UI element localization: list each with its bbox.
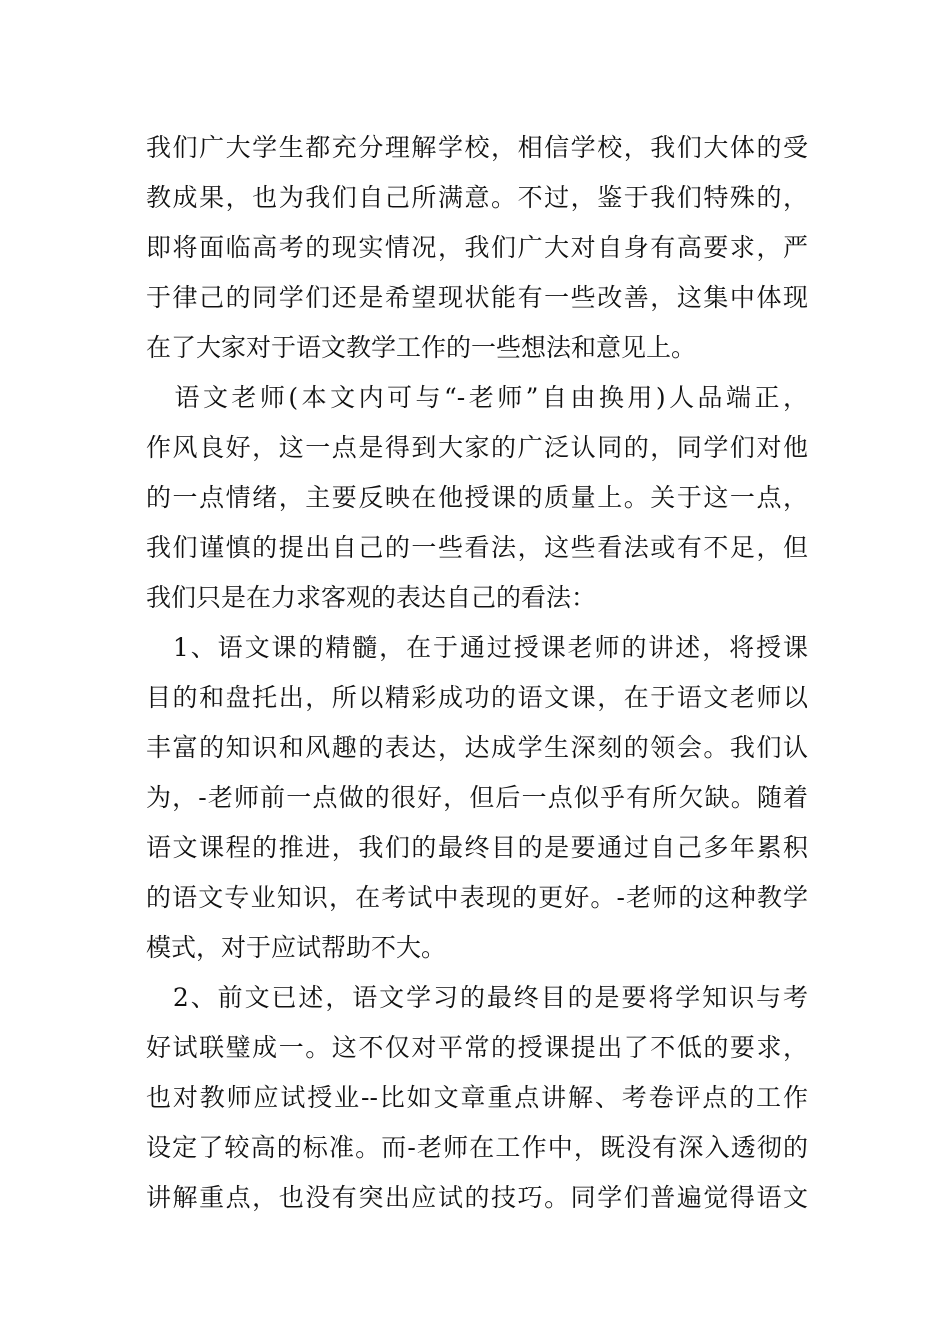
- text-line: 丰富的知识和风趣的表达，达成学生深刻的领会。我们认: [146, 733, 808, 762]
- text-line: 我们只是在力求客观的表达自己的看法：: [146, 583, 597, 612]
- text-line: 教成果，也为我们自己所满意。不过，鉴于我们特殊的，: [146, 183, 808, 212]
- text-line: 的语文专业知识，在考试中表现的更好。-老师的这种教学: [146, 883, 808, 912]
- text-line: 即将面临高考的现实情况，我们广大对自身有高要求，严: [146, 233, 808, 262]
- text-line: 语文课程的推进，我们的最终目的是要通过自己多年累积: [146, 833, 808, 862]
- text-line: 2、前文已述，语文学习的最终目的是要将学知识与考: [146, 983, 808, 1012]
- text-line: 模式，对于应试帮助不大。: [146, 933, 447, 962]
- text-line: 作风良好，这一点是得到大家的广泛认同的，同学们对他: [146, 433, 808, 462]
- text-line: 我们广大学生都充分理解学校，相信学校，我们大体的受: [146, 133, 808, 162]
- text-line: 语文老师(本文内可与“-老师”自由换用)人品端正，: [146, 383, 808, 412]
- text-line: 我们谨慎的提出自己的一些看法，这些看法或有不足，但: [146, 533, 808, 562]
- text-line: 于律己的同学们还是希望现状能有一些改善，这集中体现: [146, 283, 808, 312]
- text-line: 目的和盘托出，所以精彩成功的语文课，在于语文老师以: [146, 683, 808, 712]
- text-line: 好试联璧成一。这不仅对平常的授课提出了不低的要求，: [146, 1033, 808, 1062]
- text-line: 1、语文课的精髓，在于通过授课老师的讲述，将授课: [146, 633, 808, 662]
- text-line: 设定了较高的标准。而-老师在工作中，既没有深入透彻的: [146, 1133, 808, 1162]
- text-line: 讲解重点，也没有突出应试的技巧。同学们普遍觉得语文: [146, 1183, 808, 1212]
- text-line: 为，-老师前一点做的很好，但后一点似乎有所欠缺。随着: [146, 783, 808, 812]
- text-line: 在了大家对于语文教学工作的一些想法和意见上。: [146, 333, 697, 362]
- text-line: 也对教师应试授业--比如文章重点讲解、考卷评点的工作: [146, 1083, 808, 1112]
- text-line: 的一点情绪，主要反映在他授课的质量上。关于这一点，: [146, 483, 808, 512]
